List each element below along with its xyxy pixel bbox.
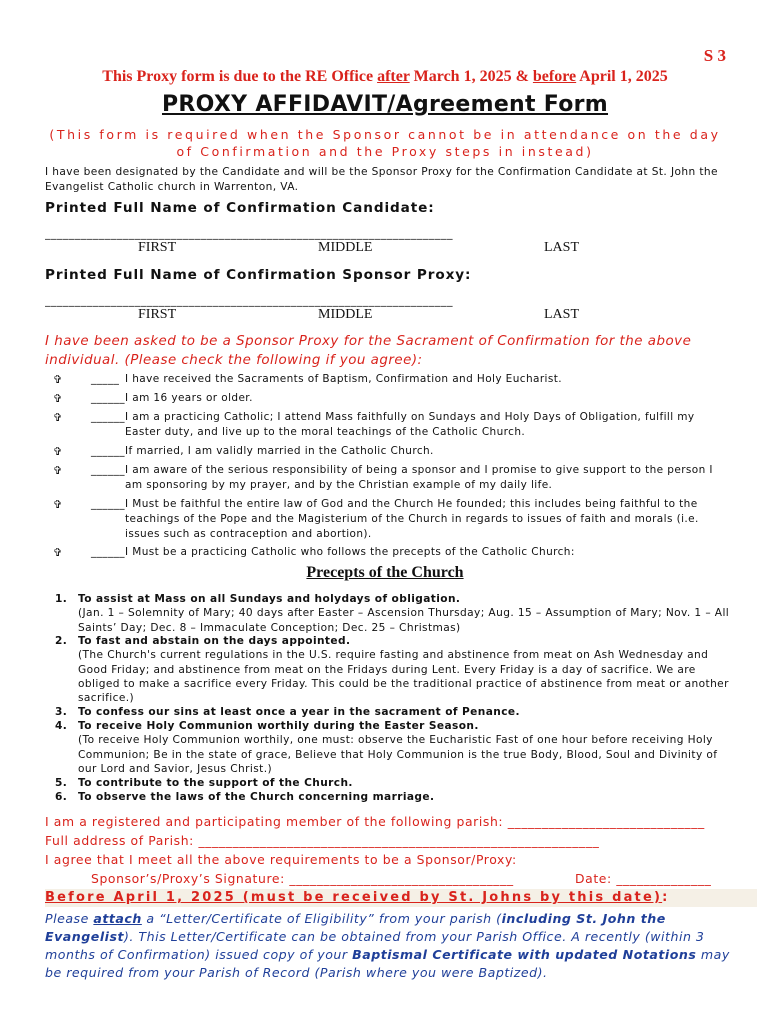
check-blank[interactable]: ______ [91, 498, 125, 510]
checklist-text: I Must be faithful the entire law of God and the Church He founded; this includes being faithful to the teachings of the Pope and the Magisterium of the Church in regards to issues of faith and morals (i.e. issues such as contraception and abortion). [125, 498, 699, 540]
checklist-text: I am a practicing Catholic; I attend Mass faithfully on Sundays and Holy Days of Obligation, fulfill my Easter duty, and live up to the moral teachings of the Catholic Church. [125, 411, 695, 438]
deadline-banner: Before April 1, 2025 (must be received by St. Johns by this date): [45, 889, 757, 907]
check-blank[interactable]: ______ [91, 464, 125, 476]
check-blank[interactable]: ______ [91, 445, 125, 457]
precept-detail: (To receive Holy Communion worthily, one must: observe the Eucharistic Fast of one hour before receiving Holy Communion; Be in the state of grace, Believe that Holy Communion is the true Body, Blood, Soul and Divinity of our Lord and Savior, Jesus Christ.) [78, 734, 718, 775]
precept-title: To assist at Mass on all Sundays and holydays of obligation. [78, 593, 461, 605]
precept-title: To receive Holy Communion worthily during the Easter Season. [78, 720, 479, 732]
precept-number: 5. [55, 777, 68, 789]
parish-address-line[interactable]: Full address of Parish: ___________________________________________________________ [45, 833, 600, 848]
cross-icon: ✞ [53, 392, 63, 405]
precept-number: 2. [55, 635, 68, 647]
candidate-last-label: LAST [544, 240, 579, 255]
checklist-text: I am 16 years or older. [125, 392, 253, 404]
cross-icon: ✞ [53, 445, 63, 458]
check-blank[interactable]: ______ [91, 392, 125, 404]
precept-title: To fast and abstain on the days appointed. [78, 635, 351, 647]
date-line[interactable]: Date: ______________ [575, 871, 712, 886]
precept-number: 1. [55, 593, 68, 605]
proxy-name-heading: Printed Full Name of Confirmation Sponsor Proxy: [45, 267, 472, 283]
precept-title: To confess our sins at least once a year in the sacrament of Penance. [78, 706, 520, 718]
meet-requirements-line: I agree that I meet all the above requirements to be a Sponsor/Proxy: [45, 852, 517, 867]
precept-detail: (The Church's current regulations in the U.S. require fasting and abstinence from meat on Ash Wednesday and Good Friday; and abstinence from meat on the Fridays during Lent. Every Friday is a day of sacrifice. We are obliged to make a sacrifice every Friday. This could be the traditional practice of abstinence from meat or another sacrifice.) [78, 649, 729, 705]
candidate-name-field[interactable]: ____________________________________________________________________ [45, 227, 453, 240]
precept-detail: (Jan. 1 – Solemnity of Mary; 40 days after Easter – Ascension Thursday; Aug. 15 – Assumption of Mary; Nov. 1 – All Saints’ Day; Dec. 8 – Immaculate Conception; Dec. 25 – Christmas) [78, 607, 730, 634]
proxy-name-field[interactable]: ____________________________________________________________________ [45, 294, 453, 307]
candidate-middle-label: MIDDLE [318, 240, 373, 255]
checklist-text: If married, I am validly married in the Catholic Church. [125, 445, 434, 457]
due-notice: This Proxy form is due to the RE Office after March 1, 2025 & before April 1, 2025 [102, 68, 668, 85]
candidate-first-label: FIRST [138, 240, 177, 255]
cross-icon: ✞ [53, 411, 63, 424]
candidate-name-heading: Printed Full Name of Confirmation Candidate: [45, 200, 435, 216]
page-title: PROXY AFFIDAVIT/Agreement Form [161, 92, 609, 117]
check-blank[interactable]: ______ [91, 411, 125, 423]
attach-instructions: Please attach a “Letter/Certificate of Eligibility” from your parish (including St. John the Evangelist). This Letter/Certificate can be obtained from your Parish Office. A recently (within 3 months of Confirmation) issued copy of your Baptismal Certificate with updated Notations may be required from your Parish of Record (Parish where you were Baptized). [45, 911, 730, 980]
cross-icon: ✞ [53, 546, 63, 559]
precept-number: 3. [55, 706, 68, 718]
subtitle: (This form is required when the Sponsor cannot be in attendance on the day of Confirmation and the Proxy steps in instead) [49, 127, 721, 159]
precept-title: To contribute to the support of the Church. [78, 777, 353, 789]
cross-icon: ✞ [53, 464, 63, 477]
cross-icon: ✞ [53, 373, 63, 386]
proxy-middle-label: MIDDLE [318, 307, 373, 322]
checklist-text: I Must be a practicing Catholic who follows the precepts of the Catholic Church: [125, 546, 575, 558]
checklist-text: I am aware of the serious responsibility of being a sponsor and I promise to give support to the person I am sponsoring by my prayer, and by the Christian example of my daily life. [125, 464, 713, 491]
cross-icon: ✞ [53, 498, 63, 511]
signature-line[interactable]: Sponsor’s/Proxy’s Signature: _________________________________ [91, 871, 514, 886]
check-blank[interactable]: ______ [91, 546, 125, 558]
page-number: S 3 [703, 46, 726, 65]
precept-number: 6. [55, 791, 68, 803]
intro-paragraph: I have been designated by the Candidate and will be the Sponsor Proxy for the Confirmation Candidate at St. John the Evangelist Catholic church in Warrenton, VA. [45, 166, 718, 193]
precept-title: To observe the laws of the Church concerning marriage. [78, 791, 435, 803]
checklist-text: I have received the Sacraments of Baptism, Confirmation and Holy Eucharist. [125, 373, 562, 385]
check-blank[interactable]: _____ [91, 373, 120, 385]
precepts-heading: Precepts of the Church [306, 564, 464, 581]
registered-parish-line[interactable]: I am a registered and participating member of the following parish: _____________________________ [45, 814, 705, 829]
agree-instructions: I have been asked to be a Sponsor Proxy for the Sacrament of Confirmation for the above individual. (Please check the following if you agree): [45, 334, 692, 368]
proxy-first-label: FIRST [138, 307, 177, 322]
proxy-last-label: LAST [544, 307, 579, 322]
precept-number: 4. [55, 720, 68, 732]
